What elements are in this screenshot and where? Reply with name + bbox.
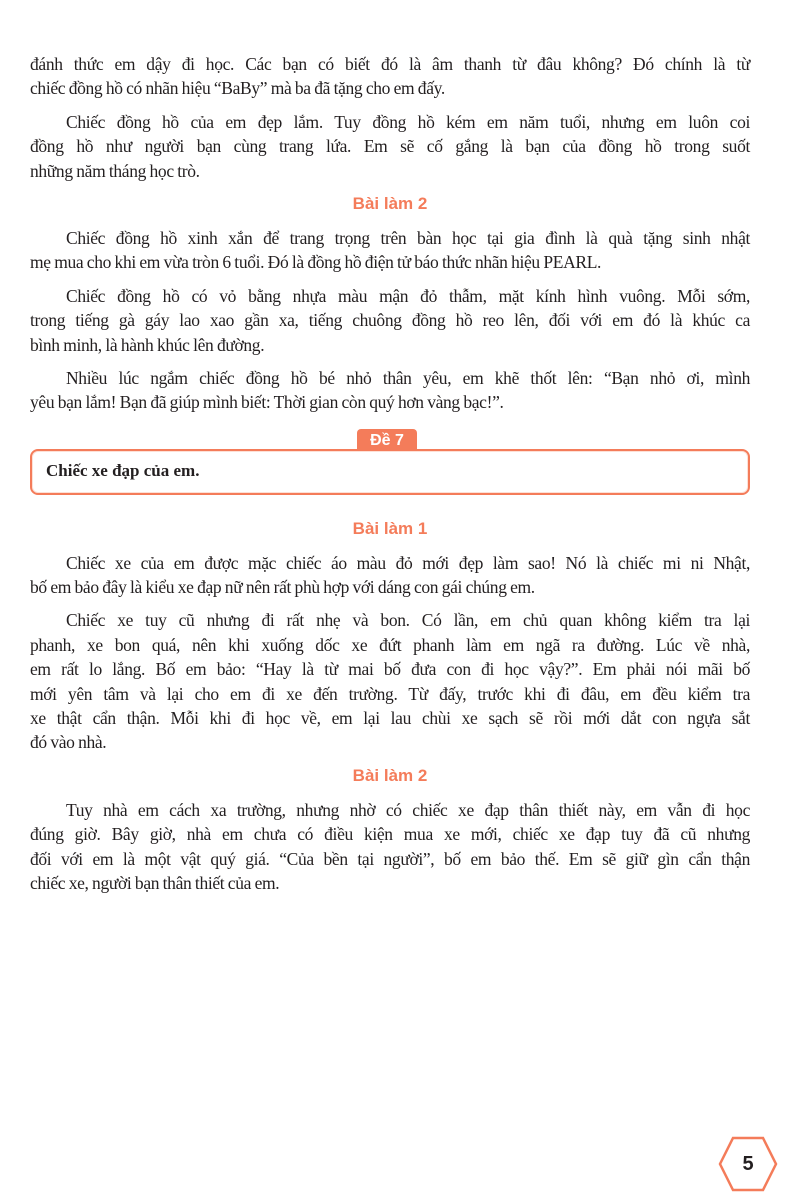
paragraph [30,366,750,415]
topic-box [30,431,750,495]
text-line: Nhiều lúc ngắm chiếc đồng hồ bé nhỏ thân yêu, em khẽ thốt lên: “Bạn nhỏ ơi, mình [66,367,750,388]
text-line: Chiếc đồng hồ có vỏ bằng nhựa màu mận đỏ thẫm, mặt kính hình vuông. Mỗi sớm, [66,285,750,306]
text-line: đúng giờ. Bây giờ, nhà em chưa có điều kiện mua xe mới, chiếc xe đạp tuy đã cũ nhưng [30,824,750,845]
text-line: yêu bạn lắm! Bạn đã giúp mình biết: Thời gian còn quý hơn vàng bạc!”. [30,392,504,413]
text-line: Chiếc đồng hồ của em đẹp lắm. Tuy đồng hồ kém em năm tuổi, nhưng em luôn coi [66,111,750,132]
text-line: xe thật cẩn thận. Mỗi khi đi học về, em lại lau chùi xe sạch sẽ rồi mới dắt con ngựa sắt [30,708,750,729]
paragraph [30,110,750,183]
text-line: đó vào nhà. [30,732,107,753]
page-number: 5 [742,1153,754,1175]
paragraph [30,52,750,101]
text-line: Chiếc xe tuy cũ nhưng đi rất nhẹ và bon. Có lần, em chủ quan không kiểm tra lại [66,610,750,631]
text-line: em rất lo lắng. Bố em bảo: “Hay là từ mai bố đưa con đi học vậy?”. Em phải nói mãi bố [30,659,750,680]
topic-tag: Đề 7 [357,429,417,451]
text-line: chiếc đồng hồ có nhãn hiệu “BaBy” mà ba đã tặng cho em đấy. [30,78,445,99]
page-number-badge [718,1136,778,1192]
text-line: đánh thức em dậy đi học. Các bạn có biết đó là âm thanh từ đâu không? Đó chính là từ [30,54,750,74]
text-line: mới yên tâm và lại cho em đi xe đến trường. Từ đấy, trước khi đi đâu, em đều kiểm tra [30,683,750,704]
essay-paragraphs [30,226,750,415]
paragraph [30,798,750,896]
text-line: những năm tháng học trò. [30,160,200,181]
page-content [30,52,750,904]
section-heading: Bài làm 2 [352,765,428,785]
text-line: trong tiếng gà gáy lao xao gần xa, tiếng chuông đồng hồ reo lên, đối với em đó là khúc ca [30,310,750,331]
text-line: Chiếc đồng hồ xinh xắn để trang trọng trên bàn học tại gia đình là quà tặng sinh nhật [66,227,750,248]
essay-paragraphs [30,798,750,896]
topic-title: Chiếc xe đạp của em. [46,460,200,480]
text-line: chiếc xe, người bạn thân thiết của em. [30,872,280,893]
paragraph [30,226,750,275]
paragraph [30,608,750,754]
text-line: đối với em là một vật quý giá. “Của bền tại người”, bố em bảo thế. Em sẽ giữ gìn cẩn thận [30,848,750,869]
section-heading: Bài làm 2 [352,193,428,213]
section-heading: Bài làm 1 [352,518,428,538]
text-line: Chiếc xe của em được mặc chiếc áo màu đỏ mới đẹp làm sao! Nó là chiếc mi ni Nhật, [66,552,750,573]
text-line: bố em bảo đây là kiểu xe đạp nữ nên rất phù hợp với dáng con gái chúng em. [30,577,535,598]
text-line: mẹ mua cho khi em vừa tròn 6 tuổi. Đó là đồng hồ điện tử báo thức nhãn hiệu PEARL. [30,252,602,273]
intro-paragraphs [30,52,750,183]
essay-paragraphs [30,551,750,755]
paragraph [30,551,750,600]
paragraph [30,284,750,357]
text-line: bình minh, là hành khúc lên đường. [30,334,265,355]
text-line: phanh, xe bon quá, nên khi xuống dốc xe đứt phanh làm em ngã ra đường. Lúc về nhà, [30,634,750,655]
text-line: đồng hồ như người bạn cùng trang lứa. Em sẽ cố gắng là bạn của đồng hồ trong suốt [30,136,750,157]
text-line: Tuy nhà em cách xa trường, nhưng nhờ có chiếc xe đạp thân thiết này, em vẫn đi học [66,799,750,820]
